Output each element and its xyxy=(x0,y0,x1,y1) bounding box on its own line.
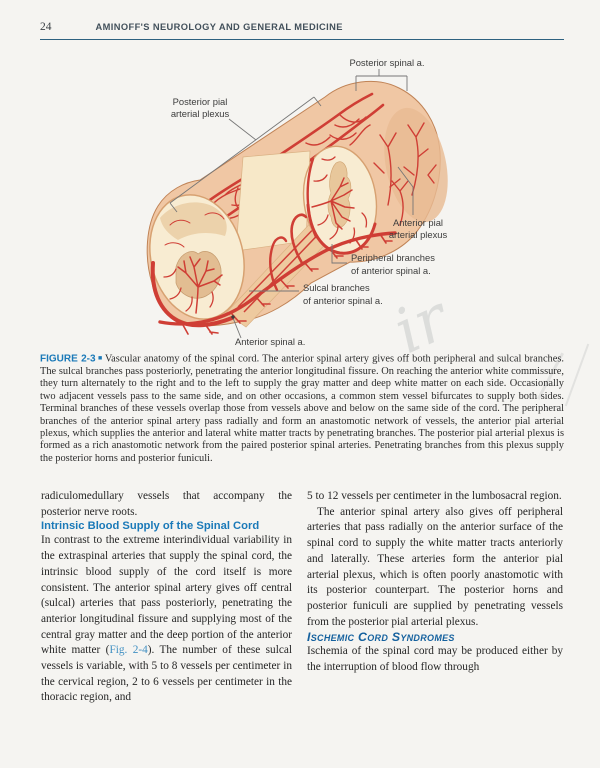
figure-label-posterior-spinal-artery: Posterior spinal a. xyxy=(349,57,425,68)
figure-label-posterior-pial-plexus-line1: Posterior pial xyxy=(172,96,228,107)
figure-label-sulcal-branches-line1: Sulcal branches xyxy=(303,282,370,293)
figure-label-posterior-pial-plexus-line2: arterial plexus xyxy=(170,108,230,119)
figure-2-4-link[interactable]: Fig. 2-4 xyxy=(109,644,148,657)
figure-2-3 xyxy=(0,55,600,355)
section-heading-ischemic-cord-syndromes: Ischemic Cord Syndromes xyxy=(307,630,455,645)
section-heading-intrinsic-blood-supply: Intrinsic Blood Supply of the Spinal Cord xyxy=(41,520,260,533)
page-number: 24 xyxy=(40,21,52,33)
figure-label-anterior-spinal-artery: Anterior spinal a. xyxy=(235,336,306,347)
page-header xyxy=(40,21,564,40)
watermark: ir xyxy=(383,281,459,368)
running-head: AMINOFF'S NEUROLOGY AND GENERAL MEDICINE xyxy=(95,22,343,32)
figure-label-anterior-pial-plexus-line2: arterial plexus xyxy=(388,229,448,240)
right-column xyxy=(307,489,563,676)
figure-label-sulcal-branches-line2: of anterior spinal a. xyxy=(303,295,383,306)
right-paragraph-peripheral: The anterior spinal artery also gives off peripheral arteries that pass radially on the anterior surface of the spinal cord to supply the white matter tracts anteriorly and laterally. These arteries form the anterior pial arterial plexus, which is often poorly anastomotic with its posterior counterpart. The posterior horns and posterior funiculi are supplied by penetrating vessels from the posterior pial arterial plexus. xyxy=(307,505,563,628)
caption-square-icon: ■ xyxy=(97,354,103,362)
figure-caption-label: FIGURE 2-3 xyxy=(40,353,96,365)
spinal-cord-illustration xyxy=(0,55,600,355)
right-paragraph-ischemia: Ischemia of the spinal cord may be produced either by the interruption of blood flow through xyxy=(307,645,563,674)
left-paragraph-intrinsic xyxy=(41,533,292,706)
figure-caption xyxy=(40,352,564,465)
left-paragraph-intrinsic-pre: In contrast to the extreme interindividual variability in the extraspinal arteries that supply the spinal cord, the intrinsic blood supply of the cord itself is more consistent. The anterior spinal artery gives off central (sulcal) arteries that pass posteriorly, penetrating the anterior longitudinal fissure and supplying most of the central gray matter and the deep portion of the anterior white matter ( xyxy=(41,534,292,657)
figure-label-peripheral-branches-line1: Peripheral branches xyxy=(351,252,435,263)
left-paragraph-continuation: radiculomedullary vessels that accompany the posterior nerve roots. xyxy=(41,490,292,518)
figure-label-anterior-pial-plexus-line1: Anterior pial xyxy=(392,217,444,228)
left-column xyxy=(41,489,292,706)
leader-dot xyxy=(231,315,234,318)
figure-label-peripheral-branches-line2: of anterior spinal a. xyxy=(351,265,431,276)
right-paragraph-continuation: 5 to 12 vessels per centimeter in the lumbosacral region. xyxy=(307,490,562,502)
left-paragraph-intrinsic-post: ). The number of these sulcal vessels is variable, with 5 to 8 vessels per centimeter in the cervical region, 2 to 6 vessels per centimeter in the thoracic region, and xyxy=(41,644,292,704)
figure-caption-text: Vascular anatomy of the spinal cord. The anterior spinal artery gives off both peripheral and sulcal branches. The sulcal branches pass posteriorly, penetrating the anterior longitudinal fissure. On reaching the anterior white commissure, they turn alternately to the right and to the left to supply the gray matter and deep white matter on each side. Occasionally two adjacent vessels pass to the same side, and on other occasions, a common stem vessel bifurcates to supply both sides. Terminal branches of these vessels overlap those from vessels above and below on the same side of the cord. The peripheral branches of the anterior spinal artery pass radially and form an anastomotic network of vessels, the anterior pial arterial plexus, which supplies the anterior and lateral white matter tracts by penetrating branches. The posterior pial arterial plexus is formed as a rich anastomotic network from the paired posterior spinal arteries. Penetrating branches from this plexus supply the posterior horns and posterior funiculi. xyxy=(40,353,565,464)
